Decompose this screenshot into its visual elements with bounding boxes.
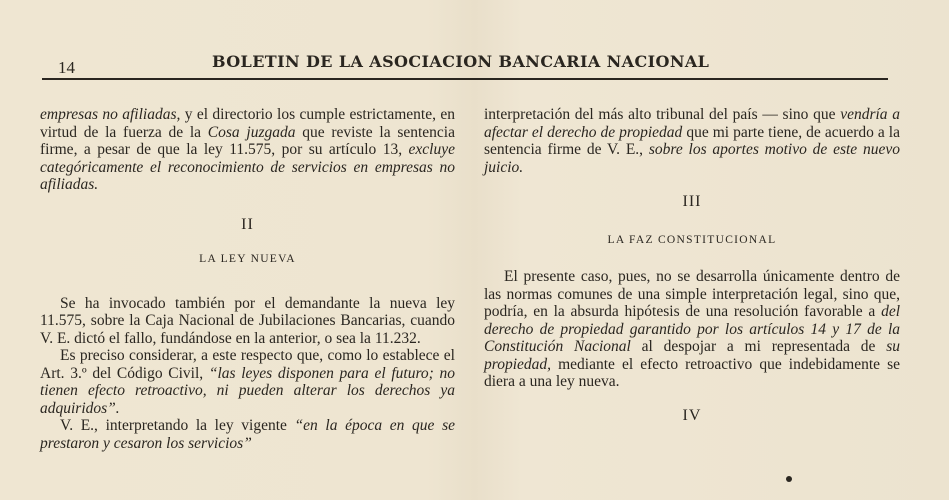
italic-run: “las leyes disponen para el futuro; no tienen efecto retroactivo, ni pueden alterar los derechos ya adquiridos”. xyxy=(40,364,455,417)
right-column xyxy=(484,106,900,424)
text-run: Es preciso considerar, a este respecto que, como lo establece el Art. 3.º del Código Civil, xyxy=(40,347,455,382)
text-run: que mi parte tiene, de acuerdo a la sentencia firme de V. E., xyxy=(484,123,900,158)
text-run: y el directorio los cumple estrictamente, en virtud de la fuerza de la xyxy=(40,106,455,141)
italic-run: empresas no afiliadas, xyxy=(40,106,181,123)
text-run: El presente caso, pues, no se desarrolla únicamente dentro de las normas comunes de una simple interpretación legal, sino que, podría, en la absurda hipótesis de una resolución favorable a xyxy=(484,268,900,320)
text-run: al despojar a mi representada de xyxy=(630,338,887,355)
page-number: 14 xyxy=(58,58,75,77)
section-heading: LA FAZ CONSTITUCIONAL xyxy=(607,233,777,246)
italic-run: sobre los aportes motivo de este nuevo juicio. xyxy=(484,141,900,176)
section-heading: LA LEY NUEVA xyxy=(199,253,296,265)
paragraph xyxy=(484,268,900,391)
text-run: mediante el efecto retroactivo que indebidamente se diera a una ley nueva. xyxy=(484,355,900,390)
text-run: V. E., interpretando la ley vigente xyxy=(60,417,295,434)
paragraph xyxy=(484,106,900,176)
paragraph: Se ha invocado también por el demandante la nueva ley 11.575, sobre la Caja Nacional de Jubilaciones Bancarias, cuando V. E. dictó el fallo, fundándose en la anterior, o sea la 11.232. xyxy=(40,294,455,347)
left-column xyxy=(40,106,455,452)
section-number: IV xyxy=(682,406,702,424)
italic-run: del derecho de propiedad garantido por los artículos 14 y 17 de la Constitución Nacional xyxy=(484,303,900,355)
italic-run: su propiedad, xyxy=(484,338,900,373)
text-run: que reviste la sentencia firme, a pesar de que la ley 11.575, por su artículo 13, xyxy=(40,123,455,158)
italic-run: excluye categóricamente el reconocimiento de servicios en empresas no afiliadas. xyxy=(40,141,455,193)
header-rule xyxy=(42,78,888,80)
paragraph xyxy=(40,417,455,452)
section-number: II xyxy=(241,215,254,233)
ink-speck xyxy=(786,476,792,482)
running-header xyxy=(40,50,890,76)
italic-run: vendría a afectar el derecho de propiedad xyxy=(484,106,900,141)
italic-run: “en la época en que se prestaron y cesaron los servicios” xyxy=(40,417,455,452)
section-number: III xyxy=(682,193,702,210)
italic-run: Cosa juzgada xyxy=(207,123,296,141)
text-run: interpretación del más alto tribunal del país — sino que xyxy=(484,106,841,123)
journal-title: BOLETIN DE LA ASOCIACION BANCARIA NACIONAL xyxy=(212,52,710,71)
paragraph xyxy=(40,106,455,194)
paragraph xyxy=(40,347,455,417)
